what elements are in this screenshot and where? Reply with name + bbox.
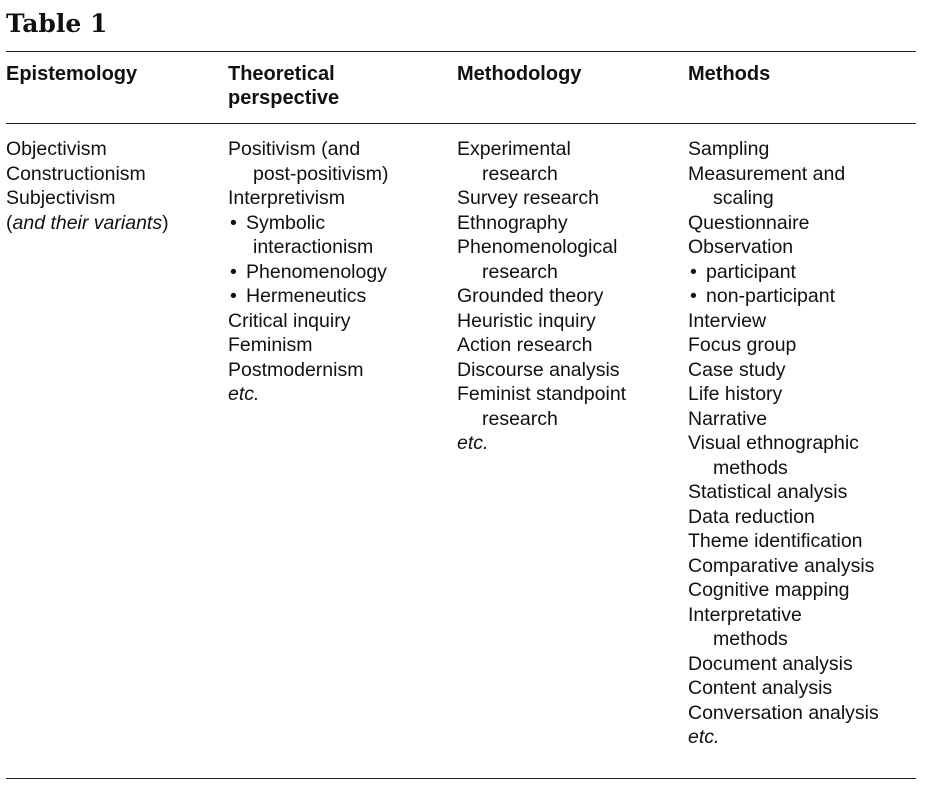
variants-open-paren: ( bbox=[6, 211, 13, 234]
header-theoretical-line-1: Theoretical bbox=[228, 63, 335, 85]
methodology-item-experimental-cont: research bbox=[482, 162, 558, 185]
methods-item-observation: Observation bbox=[688, 236, 794, 258]
methods-item-interview: Interview bbox=[688, 309, 767, 332]
methodology-item-heuristic: Heuristic inquiry bbox=[457, 309, 596, 332]
methods-item-sampling: Sampling bbox=[688, 138, 770, 160]
methodology-item-phenomenological: Phenomenological bbox=[457, 236, 618, 258]
methodology-item-survey: Survey research bbox=[457, 187, 599, 209]
theoretical-subitem-symbolic-cont: interactionism bbox=[253, 236, 374, 258]
epistemology-item: Subjectivism bbox=[6, 187, 116, 209]
epistemology-column bbox=[6, 137, 220, 235]
variants-text: and their variants bbox=[12, 211, 163, 234]
methods-item-document: Document analysis bbox=[688, 652, 853, 675]
methodology-item-phenomenological-cont: research bbox=[482, 260, 558, 283]
methods-item-interpretative: Interpretative bbox=[688, 603, 802, 626]
methodology-item-ethnography: Ethnography bbox=[457, 211, 568, 234]
methods-item-measurement: Measurement and bbox=[688, 162, 846, 185]
methods-item-comparative: Comparative analysis bbox=[688, 554, 875, 577]
theoretical-item-positivism-cont: post-positivism) bbox=[253, 162, 389, 185]
table-title: Table 1 bbox=[6, 9, 108, 38]
methodology-item-grounded: Grounded theory bbox=[457, 285, 604, 307]
methodology-item-feminist: Feminist standpoint bbox=[457, 383, 627, 405]
epistemology-item: Constructionism bbox=[6, 162, 146, 185]
methods-column bbox=[688, 137, 920, 750]
variants-close-paren: ) bbox=[162, 211, 169, 234]
methods-item-data-reduction: Data reduction bbox=[688, 505, 815, 528]
bottom-rule bbox=[6, 778, 916, 779]
methodology-item-experimental: Experimental bbox=[457, 138, 571, 160]
methods-subitem-participant: • participant bbox=[688, 260, 920, 285]
header-theoretical-line-2: perspective bbox=[228, 87, 340, 109]
theoretical-subitem-phenomenology: • Phenomenology bbox=[228, 260, 458, 285]
methods-item-statistical: Statistical analysis bbox=[688, 481, 848, 503]
methods-item-content: Content analysis bbox=[688, 677, 833, 699]
header-theoretical-perspective bbox=[228, 62, 458, 110]
methods-item-focus-group: Focus group bbox=[688, 334, 797, 356]
methods-item-visual: Visual ethnographic bbox=[688, 432, 859, 454]
epistemology-item: Objectivism bbox=[6, 138, 107, 160]
methods-item-case-study: Case study bbox=[688, 358, 786, 381]
theoretical-column bbox=[228, 137, 458, 407]
theoretical-item-critical-inquiry: Critical inquiry bbox=[228, 309, 351, 332]
header-rule bbox=[6, 123, 916, 124]
theoretical-item-positivism: Positivism (and bbox=[228, 138, 361, 160]
header-epistemology: Epistemology bbox=[6, 63, 138, 85]
methods-item-visual-cont: methods bbox=[713, 456, 788, 479]
theoretical-subitem-hermeneutics: • Hermeneutics bbox=[228, 284, 458, 309]
header-methods: Methods bbox=[688, 63, 771, 85]
methods-item-conversation: Conversation analysis bbox=[688, 701, 879, 724]
methodology-item-etc: etc. bbox=[457, 432, 489, 454]
methods-item-interpretative-cont: methods bbox=[713, 628, 788, 650]
header-methodology: Methodology bbox=[457, 63, 582, 85]
methodology-column bbox=[457, 137, 689, 456]
top-rule bbox=[6, 51, 916, 52]
methods-item-etc: etc. bbox=[688, 726, 720, 748]
theoretical-item-interpretivism: Interpretivism bbox=[228, 187, 346, 209]
theoretical-item-feminism: Feminism bbox=[228, 334, 313, 356]
methods-item-theme: Theme identification bbox=[688, 530, 863, 552]
methodology-item-discourse: Discourse analysis bbox=[457, 358, 620, 381]
methodology-item-action: Action research bbox=[457, 334, 593, 356]
theoretical-subitem-symbolic: • Symbolic bbox=[228, 211, 458, 236]
theoretical-item-etc: etc. bbox=[228, 383, 260, 405]
methods-item-narrative: Narrative bbox=[688, 407, 768, 430]
methods-subitem-non-participant: • non-participant bbox=[688, 284, 920, 309]
epistemology-variants bbox=[6, 211, 220, 236]
methodology-item-feminist-cont: research bbox=[482, 407, 558, 430]
theoretical-item-postmodernism: Postmodernism bbox=[228, 358, 364, 381]
methods-item-questionnaire: Questionnaire bbox=[688, 211, 810, 234]
methods-item-life-history: Life history bbox=[688, 383, 783, 405]
methods-item-measurement-cont: scaling bbox=[713, 187, 774, 209]
methods-item-cognitive: Cognitive mapping bbox=[688, 579, 850, 601]
